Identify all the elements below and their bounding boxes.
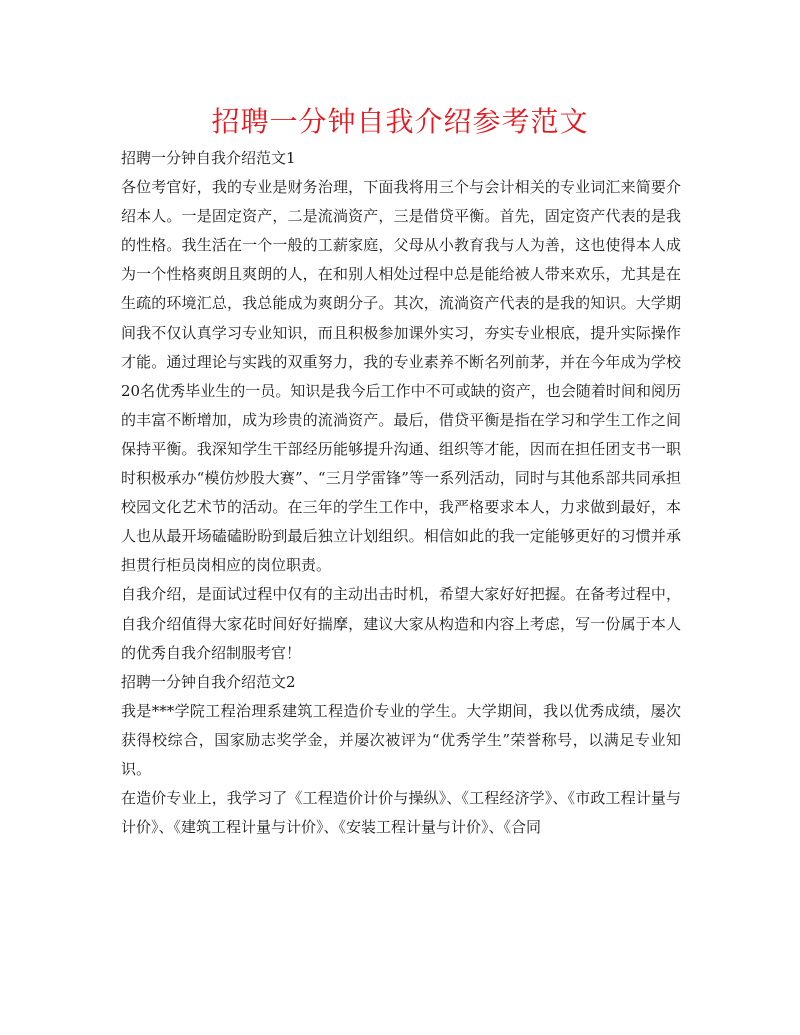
section-1-paragraph-1: 各位考官好，我的专业是财务治理，下面我将用三个与会计相关的专业词汇来简要介绍本人。一是固定资产，二是流淌资产，三是借贷平衡。首先，固定资产代表的是我的性格。我生活在一个一般的工薪家庭，父母从小教育我与人为善，这也使得本人成为一个性格爽朗且爽朗的人，在和别人相处过程中总是能给被人带来欢乐，尤其是在生疏的环境汇总，我总能成为爽朗分子。其次，流淌资产代表的是我的知识。大学期间我不仅认真学习专业知识，而且积极参加课外实习，夯实专业根底，提升实际操作才能。通过理论与实践的双重努力，我的专业素养不断名列前茅，并在今年成为学校20名优秀毕业生的一员。知识是我今后工作中不可或缺的资产，也会随着时间和阅历的丰富不断增加，成为珍贵的流淌资产。最后，借贷平衡是指在学习和学生工作之间保持平衡。我深知学生干部经历能够提升沟通、组织等才能，因而在担任团支书一职时积极承办“模仿炒股大赛”、“三月学雷锋”等一系列活动，同时与其他系部共同承担校园文化艺术节的活动。在三年的学生工作中，我严格要求本人，力求做到最好，本人也从最开场磕磕盼盼到最后独立计划组织。相信如此的我一定能够更好的习惯并承担贯行柜员岗相应的岗位职责。 bbox=[121, 178, 681, 575]
section-heading-2: 招聘一分钟自我介绍范文2 bbox=[121, 672, 296, 691]
section-2-paragraph-1: 我是***学院工程治理系建筑工程造价专业的学生。大学期间，我以优秀成绩，屡次获得校综合，国家励志奖学金，并屡次被评为“优秀学生”荣誉称号，以满足专业知识。 bbox=[121, 701, 681, 778]
document-title: 招聘一分钟自我介绍参考范文 bbox=[211, 105, 589, 138]
section-1-paragraph-2: 自我介绍，是面试过程中仅有的主动出击时机，希望大家好好把握。在备考过程中，自我介绍值得大家花时间好好揣摩，建议大家从构造和内容上考虑，写一份属于本人的优秀自我介绍制服考官！ bbox=[121, 585, 681, 662]
section-2-paragraph-2: 在造价专业上，我学习了《工程造价计价与操纵》、《工程经济学》、《市政工程计量与计价》、《建筑工程计量与计价》、《安装工程计量与计价》、《合同 bbox=[121, 789, 681, 837]
section-heading-1: 招聘一分钟自我介绍范文1 bbox=[121, 149, 296, 167]
document-body bbox=[121, 144, 681, 842]
